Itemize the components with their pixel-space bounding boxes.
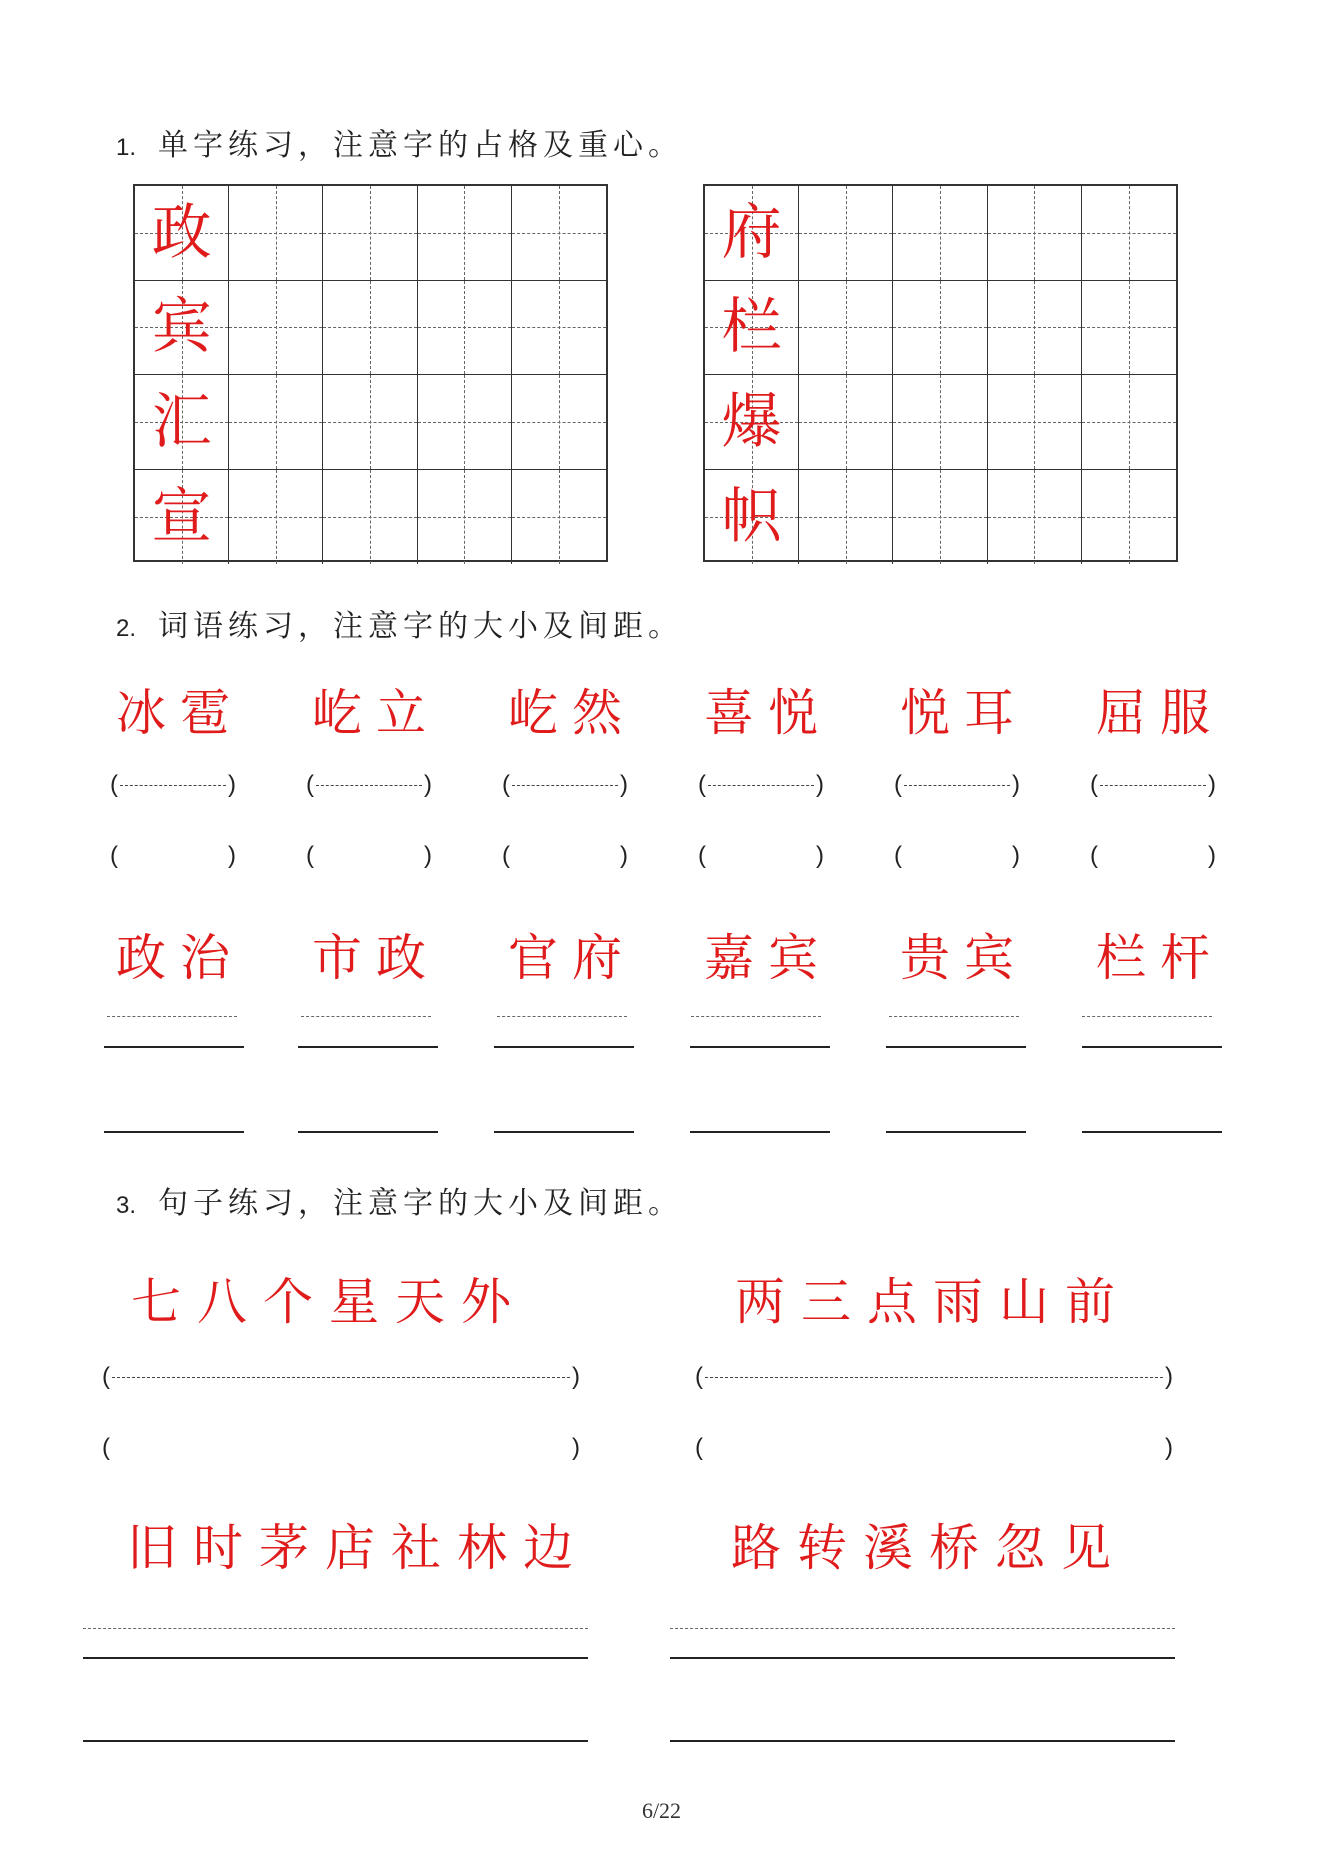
sentence-text: 七八个星天外 xyxy=(131,1273,527,1331)
word-text: 贵宾 xyxy=(900,929,1028,987)
dashed-guide-line xyxy=(670,1628,1175,1629)
section-1-number: 1. xyxy=(116,134,137,161)
section-3-text: 句子练习，注意字的大小及间距。 xyxy=(158,1186,684,1221)
word-item xyxy=(502,684,642,742)
word-item xyxy=(110,929,250,987)
paren-open: ( xyxy=(306,842,314,869)
grid-cell[interactable] xyxy=(705,470,799,565)
writing-line[interactable] xyxy=(298,1131,438,1133)
grid-cell[interactable] xyxy=(323,470,417,565)
dashed-guide xyxy=(708,785,814,786)
section-1-text: 单字练习，注意字的占格及重心。 xyxy=(158,128,684,163)
word-text: 冰雹 xyxy=(116,684,244,742)
grid-cell[interactable] xyxy=(229,186,323,281)
writing-line[interactable] xyxy=(670,1740,1175,1742)
writing-line[interactable] xyxy=(298,1046,438,1048)
sentence-text: 旧时茅店社林边 xyxy=(127,1519,589,1577)
writing-line[interactable] xyxy=(494,1131,634,1133)
word-text: 政治 xyxy=(116,929,244,987)
paren-open: ( xyxy=(502,842,510,869)
grid-cell[interactable] xyxy=(323,375,417,470)
grid-cell[interactable] xyxy=(1082,186,1176,281)
paren-close: ) xyxy=(620,842,628,869)
sentence-text: 两三点雨山前 xyxy=(735,1273,1131,1331)
paren-open: ( xyxy=(102,1363,110,1390)
grid-cell[interactable] xyxy=(418,281,512,376)
word-item xyxy=(110,684,250,742)
dashed-guide xyxy=(112,1377,570,1378)
paren-open: ( xyxy=(695,1363,703,1390)
paren-open: ( xyxy=(306,771,314,798)
grid-cell[interactable] xyxy=(893,375,987,470)
writing-line[interactable] xyxy=(104,1131,244,1133)
answer-blank[interactable] xyxy=(894,842,1020,872)
model-character: 汇 xyxy=(151,386,212,457)
answer-blank[interactable] xyxy=(110,842,236,872)
word-text: 屈服 xyxy=(1096,684,1224,742)
paren-open: ( xyxy=(894,771,902,798)
grid-cell[interactable] xyxy=(988,281,1082,376)
paren-open: ( xyxy=(1090,842,1098,869)
grid-cell[interactable] xyxy=(135,281,229,376)
answer-blank[interactable] xyxy=(698,842,824,872)
word-item xyxy=(894,684,1034,742)
dashed-guide xyxy=(904,785,1010,786)
grid-cell[interactable] xyxy=(229,281,323,376)
grid-cell[interactable] xyxy=(135,470,229,565)
grid-cell[interactable] xyxy=(799,375,893,470)
dashed-guide-line xyxy=(107,1016,237,1017)
paren-close: ) xyxy=(1012,842,1020,869)
writing-line[interactable] xyxy=(83,1740,588,1742)
paren-open: ( xyxy=(110,771,118,798)
section-2-text: 词语练习，注意字的大小及间距。 xyxy=(158,609,684,644)
dashed-guide-line xyxy=(83,1628,588,1629)
model-character: 宣 xyxy=(151,481,212,552)
character-grid-right xyxy=(703,184,1178,562)
paren-open: ( xyxy=(502,771,510,798)
grid-cell[interactable] xyxy=(512,186,606,281)
model-character: 帜 xyxy=(721,481,782,552)
grid-cell[interactable] xyxy=(799,470,893,565)
word-text: 悦耳 xyxy=(900,684,1028,742)
paren-close: ) xyxy=(816,842,824,869)
section-3-title xyxy=(116,1178,683,1222)
section-3-number: 3. xyxy=(116,1192,137,1219)
writing-line[interactable] xyxy=(1082,1131,1222,1133)
grid-cell[interactable] xyxy=(705,186,799,281)
pinyin-trace-blank[interactable] xyxy=(502,771,628,801)
section-2-number: 2. xyxy=(116,615,137,642)
word-item xyxy=(502,929,642,987)
word-text: 官府 xyxy=(508,929,636,987)
paren-close: ) xyxy=(1165,1434,1173,1461)
word-item xyxy=(1090,929,1230,987)
grid-cell[interactable] xyxy=(1082,375,1176,470)
paren-close: ) xyxy=(816,771,824,798)
dashed-guide-line xyxy=(889,1016,1019,1017)
dashed-guide xyxy=(120,785,226,786)
sentence-text: 路转溪桥忽见 xyxy=(731,1519,1127,1577)
dashed-guide xyxy=(316,785,422,786)
grid-cell[interactable] xyxy=(705,375,799,470)
grid-cell[interactable] xyxy=(799,186,893,281)
model-character: 政 xyxy=(151,197,212,268)
pinyin-trace-blank[interactable] xyxy=(1090,771,1216,801)
pinyin-trace-blank[interactable] xyxy=(102,1363,580,1393)
writing-line[interactable] xyxy=(104,1046,244,1048)
grid-cell[interactable] xyxy=(893,470,987,565)
paren-close: ) xyxy=(424,842,432,869)
dashed-guide-line xyxy=(691,1016,821,1017)
grid-cell[interactable] xyxy=(705,281,799,376)
section-1-title xyxy=(116,120,683,164)
writing-line[interactable] xyxy=(886,1131,1026,1133)
word-item xyxy=(698,929,838,987)
dashed-guide xyxy=(705,1377,1163,1378)
dashed-guide xyxy=(512,785,618,786)
answer-blank[interactable] xyxy=(306,842,432,872)
paren-open: ( xyxy=(1090,771,1098,798)
writing-line[interactable] xyxy=(886,1046,1026,1048)
word-text: 嘉宾 xyxy=(704,929,832,987)
writing-line[interactable] xyxy=(83,1657,588,1659)
paren-open: ( xyxy=(110,842,118,869)
paren-close: ) xyxy=(228,771,236,798)
paren-close: ) xyxy=(1208,842,1216,869)
paren-close: ) xyxy=(1165,1363,1173,1390)
pinyin-trace-blank[interactable] xyxy=(695,1363,1173,1393)
paren-open: ( xyxy=(894,842,902,869)
paren-close: ) xyxy=(228,842,236,869)
writing-line[interactable] xyxy=(690,1046,830,1048)
grid-cell[interactable] xyxy=(418,470,512,565)
grid-cell[interactable] xyxy=(418,186,512,281)
grid-cell[interactable] xyxy=(1082,470,1176,565)
paren-close: ) xyxy=(1012,771,1020,798)
word-item xyxy=(698,684,838,742)
pinyin-trace-blank[interactable] xyxy=(698,771,824,801)
paren-open: ( xyxy=(698,771,706,798)
grid-cell[interactable] xyxy=(512,470,606,565)
grid-cell[interactable] xyxy=(323,186,417,281)
word-text: 市政 xyxy=(312,929,440,987)
word-item xyxy=(894,929,1034,987)
writing-line[interactable] xyxy=(690,1131,830,1133)
paren-close: ) xyxy=(572,1363,580,1390)
dashed-guide-line xyxy=(1082,1016,1212,1017)
grid-cell[interactable] xyxy=(323,281,417,376)
answer-blank[interactable] xyxy=(102,1434,580,1464)
word-text: 栏杆 xyxy=(1096,929,1224,987)
dashed-guide-line xyxy=(497,1016,627,1017)
grid-cell[interactable] xyxy=(229,375,323,470)
paren-close: ) xyxy=(1208,771,1216,798)
dashed-guide-line xyxy=(301,1016,431,1017)
paren-close: ) xyxy=(572,1434,580,1461)
word-item xyxy=(306,929,446,987)
page-number: 6/22 xyxy=(641,1798,682,1823)
writing-line[interactable] xyxy=(1082,1046,1222,1048)
answer-blank[interactable] xyxy=(1090,842,1216,872)
writing-line[interactable] xyxy=(494,1046,634,1048)
word-item xyxy=(306,684,446,742)
paren-open: ( xyxy=(102,1434,110,1461)
pinyin-trace-blank[interactable] xyxy=(306,771,432,801)
writing-line[interactable] xyxy=(670,1657,1175,1659)
grid-cell[interactable] xyxy=(893,186,987,281)
pinyin-trace-blank[interactable] xyxy=(894,771,1020,801)
word-text: 屹然 xyxy=(508,684,636,742)
model-character: 栏 xyxy=(721,292,782,363)
grid-cell[interactable] xyxy=(988,470,1082,565)
word-item xyxy=(1090,684,1230,742)
grid-cell[interactable] xyxy=(893,281,987,376)
model-character: 爆 xyxy=(721,386,782,457)
grid-cell[interactable] xyxy=(1082,281,1176,376)
dashed-guide xyxy=(1100,785,1206,786)
paren-close: ) xyxy=(424,771,432,798)
grid-cell[interactable] xyxy=(229,470,323,565)
grid-cell[interactable] xyxy=(512,375,606,470)
answer-blank[interactable] xyxy=(695,1434,1173,1464)
word-text: 喜悦 xyxy=(704,684,832,742)
answer-blank[interactable] xyxy=(502,842,628,872)
grid-cell[interactable] xyxy=(988,375,1082,470)
model-character: 府 xyxy=(721,197,782,268)
paren-open: ( xyxy=(698,842,706,869)
model-character: 宾 xyxy=(151,292,212,363)
grid-cell[interactable] xyxy=(512,281,606,376)
grid-cell[interactable] xyxy=(988,186,1082,281)
section-2-title xyxy=(116,601,683,645)
character-grid-left xyxy=(133,184,608,562)
grid-cell[interactable] xyxy=(418,375,512,470)
grid-cell[interactable] xyxy=(135,186,229,281)
pinyin-trace-blank[interactable] xyxy=(110,771,236,801)
grid-cell[interactable] xyxy=(799,281,893,376)
word-text: 屹立 xyxy=(312,684,440,742)
paren-close: ) xyxy=(620,771,628,798)
grid-cell[interactable] xyxy=(135,375,229,470)
paren-open: ( xyxy=(695,1434,703,1461)
